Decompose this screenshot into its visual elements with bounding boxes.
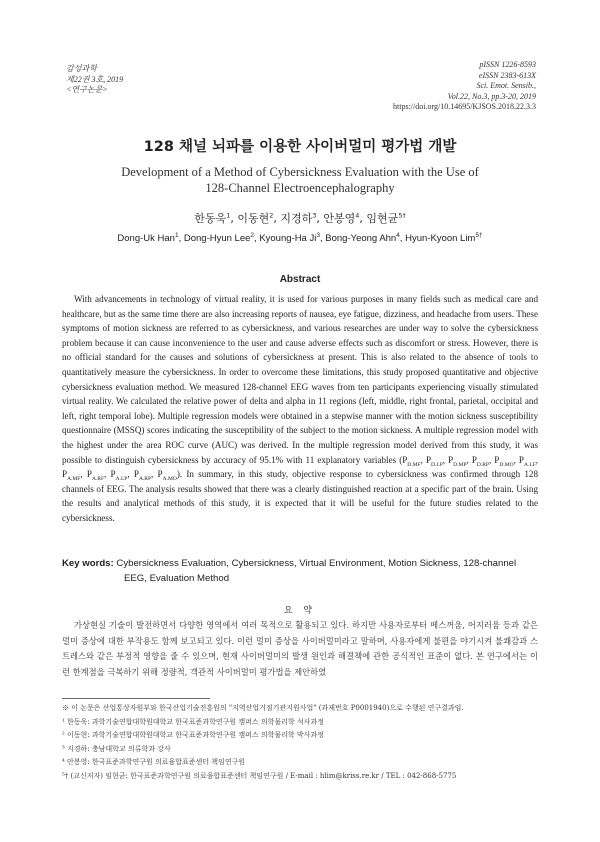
summary-heading: 요 약 bbox=[283, 606, 317, 616]
author-affiliation-mark: 5† bbox=[398, 211, 406, 220]
variable: $P_{A.MF}$ bbox=[62, 469, 81, 482]
footnote-divider bbox=[62, 698, 210, 699]
author-name: Dong-Hyun Lee bbox=[183, 233, 251, 244]
en-author bbox=[184, 233, 254, 244]
title-english bbox=[80, 164, 520, 196]
footnote-author-4: ⁴ 안봉영: 한국표준과학연구원 의료융합표준센터 책임연구원 bbox=[62, 758, 246, 767]
ko-author bbox=[366, 212, 405, 225]
abstract-heading: Abstract bbox=[279, 274, 321, 285]
journal-name: 감성과학 bbox=[66, 64, 97, 73]
variable: $P_{D.LP}$ bbox=[425, 454, 443, 468]
variable: $P_{D.MP}$ bbox=[448, 454, 467, 468]
variable: $P_{D.MF}$ bbox=[402, 454, 421, 468]
ko-author bbox=[237, 212, 273, 225]
journal-abbrev: Sci. Emot. Sensib., bbox=[476, 81, 536, 90]
abstract-text-part2: ). In summary, in this study, objective response to cybersickness was confirmed through 128 channels of EEG. The analysis results showed that there was a clearly distinguished reaction at a specific part of the brain. Using the results and analytical methods of this study, it is expected that it will be useful for the future studies related to the cybersickness. bbox=[62, 469, 539, 523]
author-name: 지경하 bbox=[280, 212, 313, 225]
authors-english: Dong-Uk Han$^1$, Dong-Hyun Lee$^2$, Kyoung-Ha Ji$^3$, Bong-Yeong Ahn$^4$, Hyun-Kyoon Lim$^{5\dagger}$ bbox=[117, 231, 483, 244]
keywords-label: Key words: bbox=[62, 558, 114, 569]
ko-author bbox=[194, 212, 230, 225]
keywords bbox=[62, 556, 538, 586]
footnote-author-2: ² 이동현: 과학기술연합대학원대학교 한국표준과학연구원 캠퍼스 의학물리학 박사과정 bbox=[62, 731, 324, 740]
ko-author bbox=[280, 212, 316, 225]
doi-link[interactable]: https://doi.org/10.14695/KJSOS.2018.22.3.3 bbox=[393, 102, 536, 111]
variable: $P_{D.RP}$ bbox=[471, 454, 489, 468]
footnote-author-3: ³ 지경하: 충남대학교 의류학과 강사 bbox=[62, 744, 171, 753]
author-affiliation-mark: 1 bbox=[174, 231, 179, 239]
abstract-text-part1: With advancements in technology of virtual reality, it is used for various purposes in many fields such as medical care and healthcare, but as the same time there are also increasing reports of nausea, eye fatigue, dizziness, and headache from users. These symptoms of motion sickness are referred to as cybersickness, and various researches are under way to solve the cybersickness problem because it can cause inconvenience to the user and cause adverse effects such as discomfort or stress. However, there is no official standard for the causes and solutions of cybersickness at present. This is also related to the absence of tools to quantitatively measure the cybersickness. In order to overcome these limitations, this study proposed quantitative and objective cybersickness evaluation method. We measured 128-channel EEG waves from ten participants experiencing visually stimulated virtual reality. We calculated the relative power of delta and alpha in 11 regions (left, middle, right frontal, parietal, occipital and left, right temporal lobe). Multiple regression models were obtained in a stepwise manner with the motion sickness susceptibility questionnaire (MSSQ) scores indicating the susceptibility of the subject to the motion sickness. A multiple regression model with the highest under the area ROC curve (AUC) was derived. In the multiple regression model derived from this study, it was possible to distinguish cybersickness by accuracy of 95.1% with 11 explanatory variables ( bbox=[62, 294, 538, 465]
author-name: 이동현 bbox=[237, 212, 270, 225]
title-korean: 128 채널 뇌파를 이용한 사이버멀미 평가법 개발 bbox=[143, 139, 457, 155]
variable: $P_{A.RF}$ bbox=[86, 469, 105, 482]
summary-body: 가상현실 기술이 발전하면서 다양한 영역에서 여러 목적으로 활용되고 있다. 하지만 사용자로부터 메스꺼움, 어지러움 등과 같은 멀미 증상에 대한 부작용도 함께 보고되고 있다. 이런 멀미 증상을 사이버멀미라고 말하며, 사용자에게 불편을 야기시켜 불쾌감과 스트레스와 같은 부정적 영향을 줄 수 있으며, 현재 사이버멀미의 발생 원인과 해결책에 관한 공식적인 표준이 없다. 본 연구에서는 이런 한계점을 극복하기 위해 정량적, 객관적 사이버멀미 평가법을 제안하였 bbox=[62, 620, 538, 677]
author-affiliation-mark: 2 bbox=[250, 231, 255, 239]
author-name: Hyun-Kyoon Lim bbox=[405, 233, 476, 244]
explanatory-variables: $P_{D.MF}$, $P_{D.LP}$, $P_{D.MP}$, $P_{D.RP}$, $P_{D.MO}$, $P_{A.LF}$, $P_{A.MF}$, $P_{A.RF}$, $P_{A.LP}$, $P_{A.RP}$, $P_{A.MO}$ bbox=[62, 454, 539, 482]
author-affiliation-mark: 1 bbox=[226, 211, 231, 220]
author-name: 안봉영 bbox=[323, 212, 356, 225]
footnote-author-1: ¹ 한동욱: 과학기술연합대학원대학교 한국표준과학연구원 캠퍼스 의학물리학 석사과정 bbox=[62, 717, 324, 726]
variable: $P_{A.RP}$ bbox=[133, 469, 152, 482]
en-author bbox=[325, 233, 400, 244]
en-author bbox=[117, 233, 178, 244]
author-affiliation-mark: 5† bbox=[475, 231, 483, 239]
journal-info bbox=[66, 64, 123, 96]
authors-korean: 한동욱$^1$, 이동현$^2$, 지경하$^3$, 안봉영$^4$, 임현균$^{5\dagger}$ bbox=[194, 211, 406, 225]
author-affiliation-mark: 3 bbox=[312, 211, 317, 220]
eissn: eISSN 2383-613X bbox=[478, 70, 536, 80]
abstract-body bbox=[62, 292, 538, 526]
ko-author bbox=[323, 212, 359, 225]
variable: $P_{A.LP}$ bbox=[110, 469, 128, 482]
author-affiliation-mark: 2 bbox=[269, 211, 274, 220]
author-affiliation-mark: 3 bbox=[316, 231, 320, 239]
author-name: Kyoung-Ha Ji bbox=[259, 233, 317, 244]
author-name: 한동욱 bbox=[194, 212, 227, 225]
variable: $P_{A.LF}$ bbox=[518, 454, 536, 468]
volume-pages: Vol.22, No.3, pp.3-20, 2019 bbox=[447, 91, 536, 101]
footnotes bbox=[62, 702, 542, 784]
keywords-text: Cybersickness Evaluation, Cybersickness, Virtual Environment, Motion Sickness, 128-channel EEG, Evaluation Method bbox=[116, 558, 517, 584]
en-author bbox=[259, 233, 320, 244]
article-type: <연구논문> bbox=[66, 85, 108, 94]
author-name: Dong-Uk Han bbox=[117, 233, 175, 244]
author-name: 임현균 bbox=[366, 212, 399, 225]
author-affiliation-mark: 4 bbox=[396, 231, 400, 239]
journal-volume: 제22권 3호, 2019 bbox=[66, 74, 124, 84]
title-english-line1: Development of a Method of Cybersickness Evaluation with the Use of bbox=[121, 165, 479, 179]
variable: $P_{A.MO}$ bbox=[157, 469, 177, 482]
author-name: Bong-Yeong Ahn bbox=[325, 233, 397, 244]
title-english-line2: 128-Channel Electroencephalography bbox=[205, 181, 395, 195]
footnote-corresponding: ⁵† (교신저자) 임현균: 한국표준과학연구원 의료융합표준센터 책임연구원 / E-mail : hlim@kriss.re.kr / TEL : 042-868-5775 bbox=[62, 771, 457, 780]
author-affiliation-mark: 4 bbox=[355, 211, 360, 220]
footnote-funding: ※ 이 논문은 산업통상자원부와 한국산업기술진흥원의 "지역산업거점기관지원사업" (과제번호 P0001940)으로 수행된 연구결과임. bbox=[62, 704, 464, 712]
pissn: pISSN 1226-8593 bbox=[479, 60, 536, 69]
journal-meta bbox=[393, 60, 536, 113]
variable: $P_{D.MO}$ bbox=[494, 454, 514, 468]
en-author bbox=[405, 233, 482, 244]
